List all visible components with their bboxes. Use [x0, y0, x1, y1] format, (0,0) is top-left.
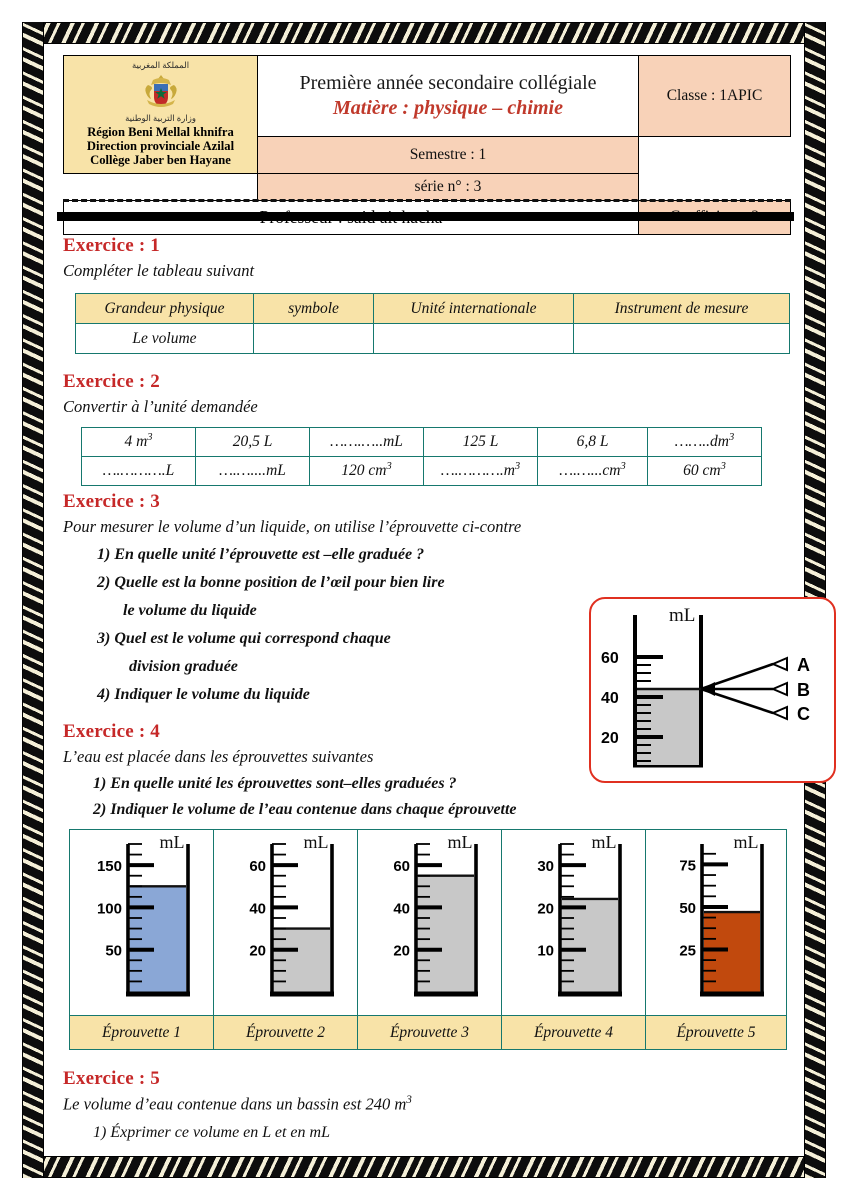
- ex1-cell-unite-blank[interactable]: [374, 324, 574, 354]
- ex2-r1-c2[interactable]: 20,5 L: [196, 428, 310, 457]
- ex1-header-unite: Unité internationale: [374, 294, 574, 324]
- decorative-border-top: [22, 22, 826, 44]
- cylinder-unit-label: mL: [447, 832, 472, 852]
- exercise1-instruction: Compléter le tableau suivant: [63, 261, 255, 280]
- arabic-kingdom-text: المملكة المغربية: [131, 60, 190, 70]
- decorative-border-bottom: [22, 1156, 826, 1178]
- cylinder-tick-label: 20: [536, 900, 554, 918]
- exercise3-question-3: 3) Quel est le volume qui correspond chaque: [97, 630, 391, 647]
- cylinder-tick-label: 60: [392, 858, 410, 876]
- dashed-separator: [63, 199, 791, 202]
- exercise3-title: Exercice : 3: [63, 491, 161, 512]
- solid-separator-bar: [57, 212, 794, 221]
- ex2-r2-c5[interactable]: $\dots.\dots...cm^3$: [538, 457, 648, 486]
- ex2-r2-c2[interactable]: ….…....mL: [196, 457, 310, 486]
- graduated-cylinder-1: [76, 830, 208, 1010]
- exercise4-question-1: 1) En quelle unité les éprouvettes sont–elles graduées ?: [93, 775, 457, 792]
- cylinder-liquid: [704, 912, 760, 992]
- cylinder-label-3: Éprouvette 3: [358, 1016, 502, 1050]
- ex2-r1-c4[interactable]: 125 L: [424, 428, 538, 457]
- exercise3-question-2-cont: le volume du liquide: [123, 602, 257, 619]
- exercise1-table: [75, 293, 790, 354]
- cylinder-tick-label: 60: [248, 858, 266, 876]
- graduated-cylinder-4: [508, 830, 640, 1010]
- table-row: [82, 428, 762, 457]
- ex2-r1-c1[interactable]: 4 $m^3$: [82, 428, 196, 457]
- school-region-line: Région Beni Mellal khnifra: [87, 125, 234, 139]
- cylinder-unit-label: mL: [303, 832, 328, 852]
- exercise1-title: Exercice : 1: [63, 235, 161, 256]
- cylinder-liquid: [562, 899, 618, 992]
- exercise3-question-2: 2) Quelle est la bonne position de l’œil pour bien lire: [97, 574, 445, 591]
- cylinder-unit-label: mL: [733, 832, 759, 852]
- school-direction-line: Direction provinciale Azilal: [86, 139, 235, 154]
- table-row: [70, 830, 787, 1016]
- exercise4-question-2: 2) Indiquer le volume de l’eau contenue dans chaque éprouvette: [93, 801, 517, 818]
- graduated-cylinder-eye-diagram: [591, 599, 834, 781]
- meta-serie: série n° : 3: [258, 173, 639, 200]
- eye-label-a: A: [797, 655, 810, 675]
- exercise5-title: Exercice : 5: [63, 1068, 161, 1089]
- school-identity-cell: [64, 56, 258, 174]
- cylinder-cell-3: [358, 830, 502, 1016]
- eye-label-c: C: [797, 704, 810, 724]
- table-row: [70, 1016, 787, 1050]
- ex2-r2-c1[interactable]: ….……….L: [82, 457, 196, 486]
- cylinder-liquid: [418, 876, 474, 992]
- exercise3-question-3-cont: division graduée: [129, 658, 238, 675]
- morocco-emblem-icon: [134, 72, 188, 112]
- exercise3-cylinder-figure: [589, 597, 836, 783]
- exercise2-table: [81, 427, 762, 486]
- cylinder-cell-4: [502, 830, 646, 1016]
- cylinder-unit-label: mL: [159, 832, 184, 852]
- document-header: [63, 55, 791, 235]
- cylinder-tick-label: 100: [96, 900, 122, 918]
- graduated-cylinder-3: [364, 830, 496, 1010]
- cylinder-tick-label: 40: [392, 900, 410, 918]
- exercise3-instruction: Pour mesurer le volume d’un liquide, on utilise l’éprouvette ci-contre: [63, 517, 522, 536]
- eye-marker-a-icon: [773, 658, 787, 670]
- exercise2-instruction: Convertir à l’unité demandée: [63, 397, 258, 416]
- figure3-unit-label: mL: [669, 605, 696, 626]
- cylinder-tick-label: 50: [679, 899, 696, 917]
- arabic-ministry-text: وزارة التربية الوطنية: [125, 113, 196, 123]
- graduated-cylinder-5: [650, 830, 782, 1010]
- exercise4-cylinders-table: [69, 829, 787, 1050]
- ex2-r2-c3[interactable]: 120 $cm^3$: [310, 457, 424, 486]
- exercise4-instruction: L’eau est placée dans les éprouvettes suivantes: [63, 747, 374, 766]
- course-level-text: Première année secondaire collégiale: [299, 71, 597, 94]
- meta-semestre: Semestre : 1: [258, 136, 639, 173]
- course-title-cell: [258, 56, 639, 137]
- exercise5-instruction: Le volume d’eau contenue dans un bassin est 240 $m^3$: [63, 1094, 412, 1114]
- ex1-cell-volume[interactable]: Le volume: [76, 324, 254, 354]
- exercise3-question-4: 4) Indiquer le volume du liquide: [97, 686, 310, 703]
- cylinder-cell-1: [70, 830, 214, 1016]
- course-subject-text: Matière : physique – chimie: [333, 96, 563, 119]
- cylinder-cell-5: [646, 830, 787, 1016]
- cylinder-tick-label: 50: [104, 942, 122, 960]
- ex1-cell-instrument-blank[interactable]: [574, 324, 790, 354]
- cylinder-unit-label: mL: [591, 832, 616, 852]
- cylinder-cell-2: [214, 830, 358, 1016]
- ex2-r1-c3[interactable]: …….…..mL: [310, 428, 424, 457]
- cylinder-tick-label: 150: [96, 858, 122, 876]
- exercise3-question-1: 1) En quelle unité l’éprouvette est –elle graduée ?: [97, 546, 425, 563]
- table-row: [76, 324, 790, 354]
- cylinder-tick-label: 30: [536, 858, 554, 876]
- figure3-tick-20: 20: [601, 730, 619, 747]
- graduated-cylinder-2: [220, 830, 352, 1010]
- decorative-border-left: [22, 22, 44, 1178]
- eye-marker-b-icon: [773, 683, 787, 695]
- exercise5-question-1: 1) Éxprimer ce volume en L et en mL: [93, 1124, 330, 1141]
- figure3-tick-60: 60: [601, 650, 619, 667]
- ex1-header-instrument: Instrument de mesure: [574, 294, 790, 324]
- cylinder-tick-label: 20: [392, 942, 410, 960]
- cylinder-tick-label: 10: [536, 942, 554, 960]
- eye-marker-c-icon: [773, 707, 787, 719]
- ex2-r2-c4[interactable]: $\dots.\dots\dots\dots.m^3$: [424, 457, 538, 486]
- cylinder-tick-label: 40: [248, 900, 266, 918]
- ex1-header-symbole: symbole: [254, 294, 374, 324]
- exercise2-title: Exercice : 2: [63, 371, 161, 392]
- table-row: [82, 457, 762, 486]
- eye-label-b: B: [797, 680, 810, 700]
- cylinder-label-5: Éprouvette 5: [646, 1016, 787, 1050]
- ex2-r1-c5[interactable]: 6,8 L: [538, 428, 648, 457]
- exercise4-title: Exercice : 4: [63, 721, 161, 742]
- figure3-tick-40: 40: [601, 690, 619, 707]
- table-row: [76, 294, 790, 324]
- cylinder-tick-label: 20: [248, 942, 266, 960]
- ex2-r1-c6[interactable]: $\dots\dots..dm^3$: [648, 428, 762, 457]
- cylinder-label-4: Éprouvette 4: [502, 1016, 646, 1050]
- worksheet-content: [48, 48, 810, 1152]
- cylinder-label-2: Éprouvette 2: [214, 1016, 358, 1050]
- ex1-header-grandeur: Grandeur physique: [76, 294, 254, 324]
- ex1-cell-symbole-blank[interactable]: [254, 324, 374, 354]
- cylinder-label-1: Éprouvette 1: [70, 1016, 214, 1050]
- school-name-line: Collège Jaber ben Hayane: [90, 153, 231, 168]
- meta-classe: Classe : 1APIC: [639, 56, 791, 137]
- ex2-r2-c6[interactable]: 60 $cm^3$: [648, 457, 762, 486]
- cylinder-tick-label: 75: [679, 857, 696, 875]
- cylinder-tick-label: 25: [679, 942, 696, 960]
